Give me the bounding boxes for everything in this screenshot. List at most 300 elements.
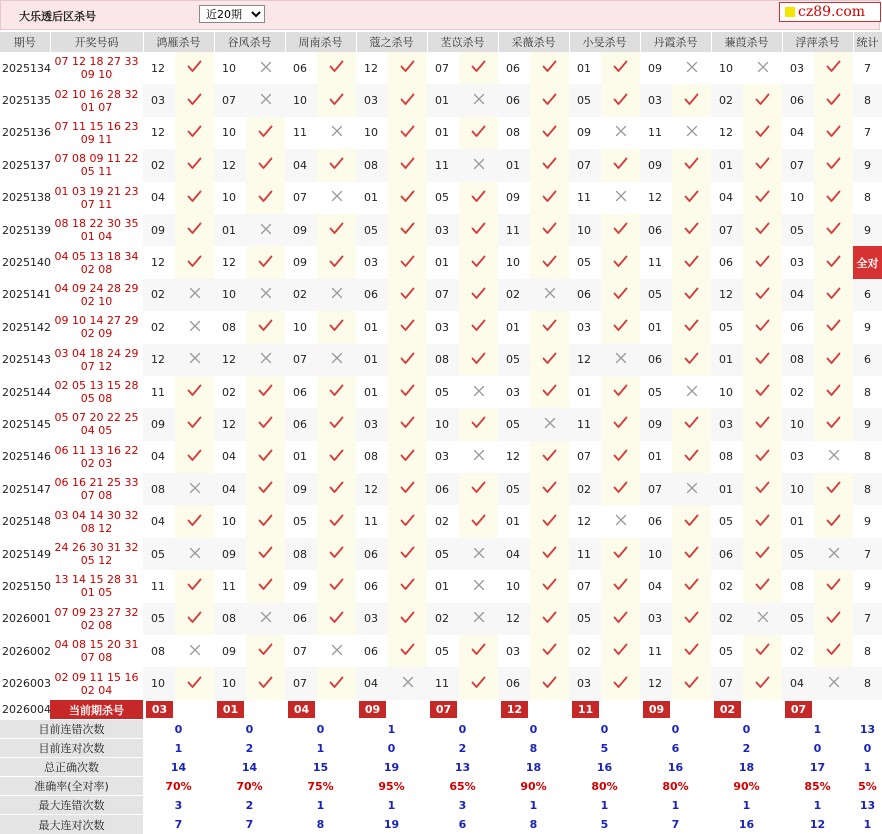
result-hit [601,538,640,570]
col-expert-7: 小旻杀号 [569,32,640,52]
cross-icon [473,579,485,594]
result-hit [388,538,427,570]
back-numbers: 02 09 [80,327,113,341]
kill-number: 06 [285,376,317,408]
result-hit [246,505,285,537]
kill-number: 04 [143,441,175,473]
result-hit [530,149,569,181]
back-numbers: 07 12 [80,359,113,373]
front-numbers: 05 07 20 22 25 [54,411,139,425]
kill-number: 04 [143,182,175,214]
back-numbers: 01 05 [80,586,113,600]
check-icon [826,611,841,627]
result-miss [317,344,356,376]
kill-number: 08 [356,441,388,473]
stat-value: 0 [316,722,325,736]
kill-number: 01 [427,84,459,116]
result-hit [317,667,356,699]
stat-value: 1 [600,798,609,812]
check-icon [258,190,273,206]
check-icon [755,481,770,497]
kill-number: 10 [782,473,814,505]
back-numbers: 01 04 [80,230,113,244]
back-numbers: 02 08 [80,262,113,276]
row-count: 8 [853,473,882,505]
stat-value: 0 [671,722,680,736]
kill-number: 01 [285,441,317,473]
cross-icon [260,93,272,108]
stat-value: 1 [387,722,396,736]
kill-number: 01 [498,149,530,181]
row-count: 8 [853,84,882,116]
check-icon [755,287,770,303]
table-row [0,279,882,311]
result-hit [530,538,569,570]
kill-number: 06 [498,52,530,84]
check-icon [329,546,344,562]
row-count: 8 [853,182,882,214]
check-icon [400,93,415,109]
result-hit [672,344,711,376]
period-select[interactable] [199,5,265,23]
result-hit [317,311,356,343]
kill-number: 06 [285,52,317,84]
kill-number: 06 [640,214,672,246]
result-hit [601,635,640,667]
result-miss [317,182,356,214]
logo-square-icon [785,7,795,17]
kill-number: 06 [782,84,814,116]
stat-value: 2 [458,741,467,755]
result-hit [388,473,427,505]
kill-number: 09 [143,214,175,246]
kill-number: 02 [498,279,530,311]
kill-number: 05 [782,603,814,635]
kill-number: 12 [214,344,246,376]
kill-number: 11 [569,182,601,214]
kill-number: 05 [143,538,175,570]
result-hit [743,311,782,343]
stat-value: 1 [316,741,325,755]
result-miss [601,505,640,537]
kill-number: 01 [427,570,459,602]
result-hit [672,84,711,116]
stat-value: 70% [236,779,263,793]
result-hit [672,246,711,278]
check-icon [613,93,628,109]
result-hit [246,182,285,214]
row-count: 9 [853,311,882,343]
table-row [0,311,882,343]
stat-count: 13 [859,798,876,812]
draw-numbers [50,182,143,214]
result-miss [601,117,640,149]
cross-icon [686,482,698,497]
stat-value: 90% [520,779,547,793]
cross-icon [260,223,272,238]
result-hit [388,52,427,84]
cross-icon [686,61,698,76]
stat-label: 最大连对次数 [0,815,143,834]
result-hit [459,344,498,376]
check-icon [542,222,557,238]
result-hit [246,570,285,602]
check-icon [613,60,628,76]
row-count: 7 [853,538,882,570]
col-expert-8: 丹霞杀号 [640,32,711,52]
result-hit [601,246,640,278]
issue-number: 2026003 [2,677,51,691]
stat-label: 目前连错次数 [0,720,143,739]
result-miss [246,84,285,116]
check-icon [826,157,841,173]
kill-number: 11 [640,246,672,278]
check-icon [329,384,344,400]
result-hit [601,84,640,116]
cross-icon [260,352,272,367]
kill-number: 11 [143,376,175,408]
back-numbers: 07 08 [80,651,113,665]
result-hit [459,246,498,278]
kill-number: 09 [498,182,530,214]
check-icon [187,676,202,692]
issue-number: 2025141 [2,288,51,302]
cross-icon [615,190,627,205]
stat-label: 准确率(全对率) [0,777,143,796]
result-hit [743,214,782,246]
stat-value: 19 [383,817,400,831]
table-row [0,505,882,537]
kill-number: 12 [214,246,246,278]
result-hit [672,538,711,570]
kill-number: 05 [711,635,743,667]
back-numbers: 01 07 [80,100,113,114]
check-icon [826,352,841,368]
cross-icon [331,644,343,659]
result-hit [459,182,498,214]
cross-icon [686,385,698,400]
kill-number: 07 [569,570,601,602]
col-draw: 开奖号码 [50,32,143,52]
current-kill-number: 07 [785,701,812,718]
front-numbers: 04 08 15 20 31 [54,638,139,652]
check-icon [684,255,699,271]
check-icon [613,449,628,465]
draw-numbers [50,246,143,278]
result-hit [388,149,427,181]
check-icon [400,222,415,238]
kill-number: 01 [498,311,530,343]
kill-number: 01 [427,246,459,278]
result-hit [530,52,569,84]
result-hit [672,311,711,343]
result-hit [246,376,285,408]
check-icon [613,157,628,173]
col-expert-6: 采薇杀号 [498,32,569,52]
current-label: 当前期杀号 [50,700,143,720]
issue-number: 2025143 [2,353,51,367]
check-icon [684,514,699,530]
check-icon [826,416,841,432]
check-icon [613,255,628,271]
issue-number: 2025139 [2,223,51,237]
current-kill-number: 01 [217,701,244,718]
result-hit [175,52,214,84]
kill-number: 05 [285,505,317,537]
result-hit [530,214,569,246]
check-icon [329,60,344,76]
cross-icon [615,514,627,529]
table-row [0,538,882,570]
front-numbers: 08 18 22 30 35 [54,217,139,231]
check-icon [471,416,486,432]
cross-icon [189,287,201,302]
cross-icon [402,676,414,691]
kill-number: 04 [782,279,814,311]
result-hit [530,117,569,149]
kill-number: 05 [782,214,814,246]
stat-value: 0 [458,722,467,736]
front-numbers: 02 05 13 15 28 [54,379,139,393]
check-icon [755,384,770,400]
result-hit [317,246,356,278]
check-icon [187,222,202,238]
kill-number: 10 [498,246,530,278]
stat-value: 0 [600,722,609,736]
result-hit [459,279,498,311]
stat-value: 2 [742,741,751,755]
kill-number: 08 [143,635,175,667]
col-expert-2: 谷风杀号 [214,32,285,52]
row-count: 9 [853,408,882,440]
kill-number: 10 [782,408,814,440]
current-kill-cell [356,700,427,720]
kill-number: 12 [143,246,175,278]
kill-number: 09 [569,117,601,149]
result-hit [388,311,427,343]
stat-value: 8 [529,741,538,755]
check-icon [826,60,841,76]
kill-number: 06 [640,344,672,376]
kill-number: 12 [143,344,175,376]
table-row [0,635,882,667]
kill-number: 10 [782,182,814,214]
logo-text: cz89.com [798,4,866,20]
check-icon [187,125,202,141]
kill-number: 01 [356,311,388,343]
result-hit [459,505,498,537]
kill-number: 02 [782,376,814,408]
check-icon [400,255,415,271]
cross-icon [615,125,627,140]
result-hit [814,214,853,246]
result-miss [246,603,285,635]
check-icon [826,287,841,303]
front-numbers: 06 16 21 25 33 [54,476,139,490]
result-hit [814,149,853,181]
draw-numbers [50,570,143,602]
stat-count: 1 [863,817,872,831]
all-correct-badge: 全对 [853,246,882,278]
kill-number: 05 [711,505,743,537]
kill-number: 06 [356,635,388,667]
kill-number: 11 [427,667,459,699]
result-miss [175,538,214,570]
result-miss [246,214,285,246]
kill-number: 12 [214,149,246,181]
result-hit [601,52,640,84]
result-miss [814,538,853,570]
current-kill-cell [569,700,640,720]
result-hit [317,603,356,635]
kill-number: 12 [498,603,530,635]
current-kill-number: 07 [430,701,457,718]
check-icon [684,578,699,594]
kill-number: 05 [498,473,530,505]
result-hit [317,214,356,246]
check-icon [329,449,344,465]
check-icon [400,319,415,335]
table-row [0,214,882,246]
table-row [0,149,882,181]
check-icon [755,255,770,271]
result-hit [743,570,782,602]
check-icon [755,93,770,109]
result-hit [672,408,711,440]
stat-count: 5% [858,779,877,793]
kill-number: 10 [214,667,246,699]
check-icon [542,157,557,173]
stat-label: 目前连对次数 [0,739,143,758]
result-hit [672,635,711,667]
result-hit [530,473,569,505]
kill-number: 02 [711,84,743,116]
check-icon [755,222,770,238]
result-miss [175,635,214,667]
check-icon [471,643,486,659]
front-numbers: 03 04 14 30 32 [54,508,139,522]
result-miss [530,279,569,311]
result-hit [743,408,782,440]
result-miss [459,570,498,602]
result-hit [175,149,214,181]
result-hit [459,473,498,505]
issue-number: 2026002 [2,644,51,658]
back-numbers: 05 08 [80,392,113,406]
result-hit [246,408,285,440]
kill-number: 01 [569,52,601,84]
check-icon [258,676,273,692]
back-numbers: 09 10 [80,68,113,82]
front-numbers: 06 11 13 16 22 [54,443,139,457]
check-icon [471,287,486,303]
stat-row [0,758,882,777]
kill-number: 09 [640,52,672,84]
kill-number: 05 [569,603,601,635]
draw-numbers [50,538,143,570]
kill-number: 06 [356,279,388,311]
check-icon [471,481,486,497]
kill-number: 03 [711,408,743,440]
check-icon [400,287,415,303]
current-kill-cell [285,700,356,720]
issue-number: 2026001 [2,612,51,626]
kill-number: 11 [427,149,459,181]
result-hit [175,246,214,278]
cross-icon [544,287,556,302]
result-hit [317,149,356,181]
check-icon [613,416,628,432]
check-icon [613,611,628,627]
site-logo[interactable] [779,2,881,22]
kill-number: 02 [782,635,814,667]
check-icon [329,676,344,692]
result-hit [175,117,214,149]
result-hit [601,149,640,181]
kill-number: 11 [285,117,317,149]
kill-number: 07 [285,182,317,214]
back-numbers: 08 12 [80,521,113,535]
table-row [0,570,882,602]
draw-numbers [50,667,143,699]
result-miss [175,279,214,311]
kill-number: 08 [427,344,459,376]
result-hit [175,603,214,635]
result-hit [743,538,782,570]
stat-value: 1 [813,798,822,812]
result-hit [672,570,711,602]
check-icon [400,384,415,400]
kill-number: 02 [711,570,743,602]
stat-value: 2 [245,798,254,812]
check-icon [613,319,628,335]
result-miss [530,408,569,440]
check-icon [187,611,202,627]
kill-number: 06 [356,538,388,570]
result-hit [601,279,640,311]
check-icon [613,578,628,594]
result-hit [672,279,711,311]
result-hit [814,635,853,667]
check-icon [542,319,557,335]
result-hit [814,182,853,214]
result-hit [672,214,711,246]
current-kill-cell [214,700,285,720]
check-icon [187,416,202,432]
kill-number: 02 [569,635,601,667]
kill-number: 10 [569,214,601,246]
result-hit [388,279,427,311]
result-hit [388,214,427,246]
cross-icon [473,93,485,108]
check-icon [258,481,273,497]
kill-number: 05 [782,538,814,570]
kill-number: 10 [640,538,672,570]
issue-number: 2025146 [2,450,51,464]
kill-number: 10 [214,279,246,311]
kill-number: 03 [427,311,459,343]
draw-numbers [50,214,143,246]
stat-label: 总正确次数 [0,758,143,777]
issue-number: 2025140 [2,256,51,270]
kill-number: 12 [711,279,743,311]
check-icon [826,93,841,109]
result-hit [459,635,498,667]
stat-value: 0 [387,741,396,755]
stat-value: 5 [600,741,609,755]
front-numbers: 07 11 15 16 23 [54,119,139,133]
result-hit [743,473,782,505]
